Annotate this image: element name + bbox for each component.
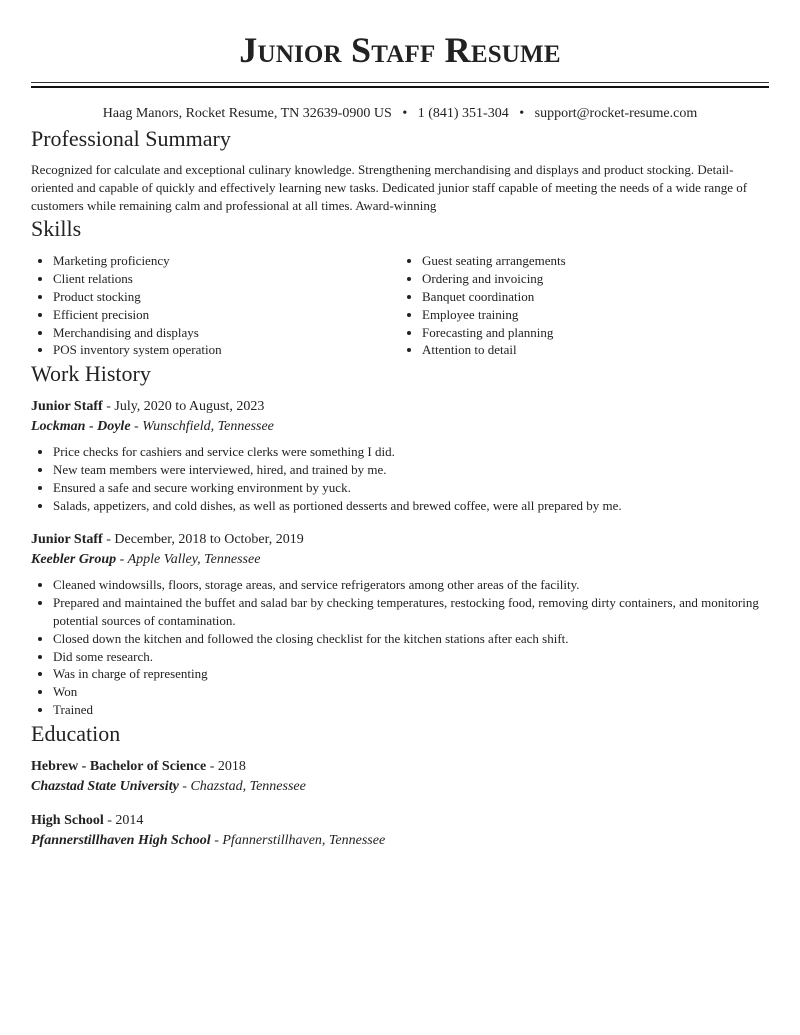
skill-item: • Product stocking xyxy=(53,288,400,306)
job-title-line xyxy=(31,530,769,550)
education-section xyxy=(31,719,769,851)
education-location: Pfannerstillhaven, Tennessee xyxy=(222,832,386,848)
job-bullet: • Was in charge of representing xyxy=(53,665,769,683)
skill-item: • Employee training xyxy=(422,306,769,324)
bullet-separator: • xyxy=(402,106,408,121)
skill-item: • Ordering and invoicing xyxy=(422,270,769,288)
education-year: 2014 xyxy=(115,812,144,828)
skill-item: • Marketing proficiency xyxy=(53,252,400,270)
contact-line xyxy=(31,104,769,124)
header-rule-thick xyxy=(31,86,769,88)
skill-item: • Efficient precision xyxy=(53,306,400,324)
skills-list-left xyxy=(31,252,400,359)
contact-address: Haag Manors, Rocket Resume, TN 32639-0900 US xyxy=(102,106,392,121)
skill-item: • POS inventory system operation xyxy=(53,341,400,359)
job-bullet: • Closed down the kitchen and followed the closing checklist for the kitchen stations after each shift. xyxy=(53,630,769,648)
job-bullet: • Prepared and maintained the buffet and salad bar by checking temperatures, restocking food, removing dirty containers, and monitoring potential sources of contamination. xyxy=(53,594,769,630)
resume-title: Junior Staff Resume xyxy=(239,30,561,70)
job-title: Junior Staff xyxy=(31,532,103,548)
job-location: Apple Valley, Tennessee xyxy=(127,552,261,568)
dash-separator: - xyxy=(102,532,115,548)
education-school-line xyxy=(31,777,769,797)
summary-section xyxy=(31,124,769,214)
dash-separator: - xyxy=(210,832,223,848)
skill-item: • Banquet coordination xyxy=(422,288,769,306)
education-location: Chazstad, Tennessee xyxy=(190,778,306,794)
job-company: Keebler Group xyxy=(31,552,117,568)
summary-heading: Professional Summary xyxy=(31,126,231,151)
job-location: Wunschfield, Tennessee xyxy=(142,419,274,435)
skills-section xyxy=(31,214,769,359)
job-bullet: • New team members were interviewed, hired, and trained by me. xyxy=(53,461,769,479)
skills-heading: Skills xyxy=(31,216,82,242)
job-bullet: • Won xyxy=(53,683,769,701)
education-entry xyxy=(31,757,769,797)
dash-separator: - xyxy=(206,758,218,774)
dash-separator: - xyxy=(178,778,191,794)
skill-item: • Guest seating arrangements xyxy=(422,252,769,270)
work-history-heading: Work History xyxy=(31,361,151,387)
bullet-separator: • xyxy=(519,106,525,121)
education-entry xyxy=(31,811,769,851)
education-degree-line xyxy=(31,811,769,831)
job-title-line xyxy=(31,397,769,417)
job-company: Lockman - Doyle xyxy=(31,419,131,435)
job-dates: December, 2018 to October, 2019 xyxy=(114,532,304,548)
summary-text: Recognized for calculate and exceptional culinary knowledge. Strengthening merchandising and displays and product stocking. Detail-oriented and capable of quickly and effectively learning new tasks. Dedicated junior staff capable of meeting the needs of a wide range of customers while remaining calm and professional at all times. Award-winning xyxy=(31,162,748,213)
skills-columns xyxy=(31,252,769,359)
job-bullet: • Did some research. xyxy=(53,648,769,666)
work-history-section xyxy=(31,359,769,719)
education-degree: Hebrew - Bachelor of Science xyxy=(31,758,207,774)
education-degree: High School xyxy=(31,812,104,828)
job-bullet: • Ensured a safe and secure working environment by yuck. xyxy=(53,479,769,497)
job-company-line xyxy=(31,417,769,437)
job-title: Junior Staff xyxy=(31,399,103,415)
skill-item: • Merchandising and displays xyxy=(53,324,400,342)
skill-item: • Attention to detail xyxy=(422,341,769,359)
dash-separator: - xyxy=(116,552,128,568)
education-school: Chazstad State University xyxy=(31,778,179,794)
contact-phone: 1 (841) 351-304 xyxy=(417,106,509,121)
job-bullet: • Cleaned windowsills, floors, storage areas, and service refrigerators among other areas of the facility. xyxy=(53,576,769,594)
job-dates: July, 2020 to August, 2023 xyxy=(114,399,265,415)
education-degree-line xyxy=(31,757,769,777)
job-bullet: • Salads, appetizers, and cold dishes, as well as portioned desserts and brewed coffee, were all prepared by me. xyxy=(53,497,769,515)
header-rule-thin xyxy=(31,82,769,83)
job-entry xyxy=(31,530,769,718)
education-school-line xyxy=(31,831,769,851)
job-bullets xyxy=(31,443,769,514)
education-school: Pfannerstillhaven High School xyxy=(31,832,211,848)
education-heading: Education xyxy=(31,720,121,746)
contact-email: support@rocket-resume.com xyxy=(534,106,698,121)
job-bullets xyxy=(31,576,769,718)
dash-separator: - xyxy=(130,419,143,435)
dash-separator: - xyxy=(102,399,115,415)
skills-list-right xyxy=(400,252,769,359)
job-company-line xyxy=(31,550,769,570)
dash-separator: - xyxy=(103,812,116,828)
job-entry xyxy=(31,397,769,514)
skill-item: • Forecasting and planning xyxy=(422,324,769,342)
job-bullet: • Trained xyxy=(53,701,769,719)
job-bullet: • Price checks for cashiers and service clerks were something I did. xyxy=(53,443,769,461)
education-year: 2018 xyxy=(217,758,246,774)
skill-item: • Client relations xyxy=(53,270,400,288)
